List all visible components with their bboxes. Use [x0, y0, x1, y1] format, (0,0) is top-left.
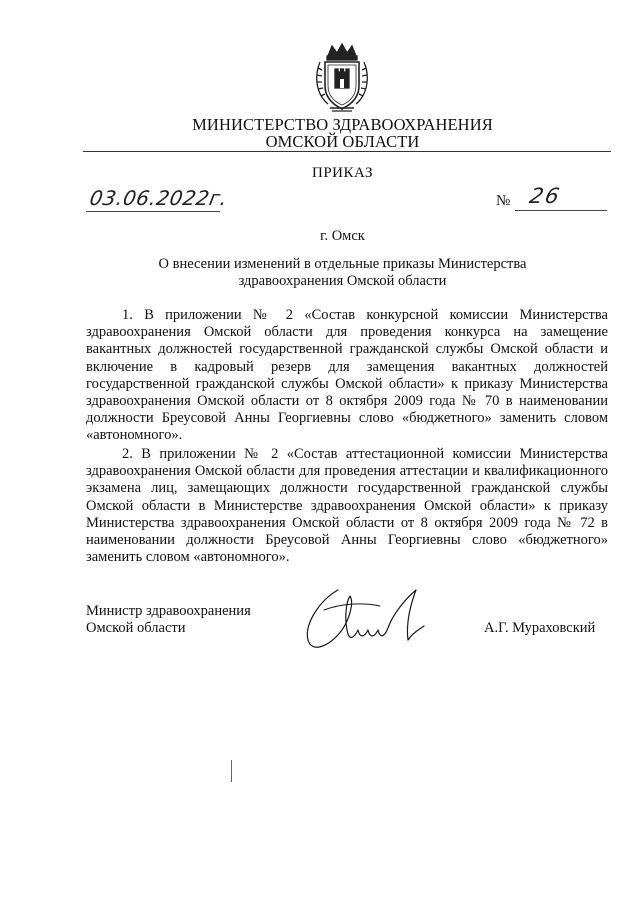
paragraph-1-text: 1. В приложении № 2 «Состав конкурсной комиссии Министерства здравоохранения Омской области для проведения конкурса на замещение вакантных должностей государственной гражданской службы Омской области и включение в кадровый резерв для замещения вакантных должностей государственной гражданской службы Омской области» к приказу Министерства здравоохранения Омской области от 8 октября 2009 года № 70 в наименовании должности Бреусовой Анны Георгиевны слово «бюджетного» заменить словом «автономного». — [86, 307, 608, 444]
paragraph-1 — [86, 307, 608, 445]
order-city: г. Омск — [320, 228, 365, 244]
signer-position — [86, 603, 251, 637]
date-underline — [86, 211, 220, 212]
subject-line1: О внесении изменений в отдельные приказы Министерства — [158, 256, 527, 272]
order-title: ПРИКАЗ — [312, 165, 373, 181]
number-sign: № — [496, 193, 511, 209]
order-date: 03.06.2022г. — [87, 186, 230, 210]
number-underline — [515, 210, 607, 211]
paragraph-2 — [86, 446, 608, 566]
signer-position-line1: Министр здравоохранения — [86, 603, 251, 619]
signer-position-line2: Омской области — [86, 620, 186, 636]
ministry-name-line1: МИНИСТЕРСТВО ЗДРАВООХРАНЕНИЯ — [192, 115, 493, 134]
header-divider — [83, 151, 611, 152]
order-number: 26 — [527, 184, 564, 208]
paragraph-2-text: 2. В приложении № 2 «Состав аттестационной комиссии Министерства здравоохранения Омской области для проведения аттестации и квалификационного экзамена лиц, замещающих должности государственной гражданской службы Омской области в Министерстве здравоохранения Омской области» к приказу Министерства здравоохранения Омской области от 8 октября 2009 года № 72 в наименовании должности Бреусовой Анны Георгиевны слово «бюджетного» заменить словом «автономного». — [86, 446, 608, 566]
ministry-name-line2: ОМСКОЙ ОБЛАСТИ — [265, 132, 420, 151]
subject-line2: здравоохранения Омской области — [238, 273, 447, 289]
signer-name: А.Г. Мураховский — [484, 620, 596, 636]
coat-of-arms-icon — [310, 42, 374, 114]
handwritten-signature — [300, 580, 440, 660]
margin-mark — [231, 760, 232, 782]
order-subject — [120, 256, 565, 290]
